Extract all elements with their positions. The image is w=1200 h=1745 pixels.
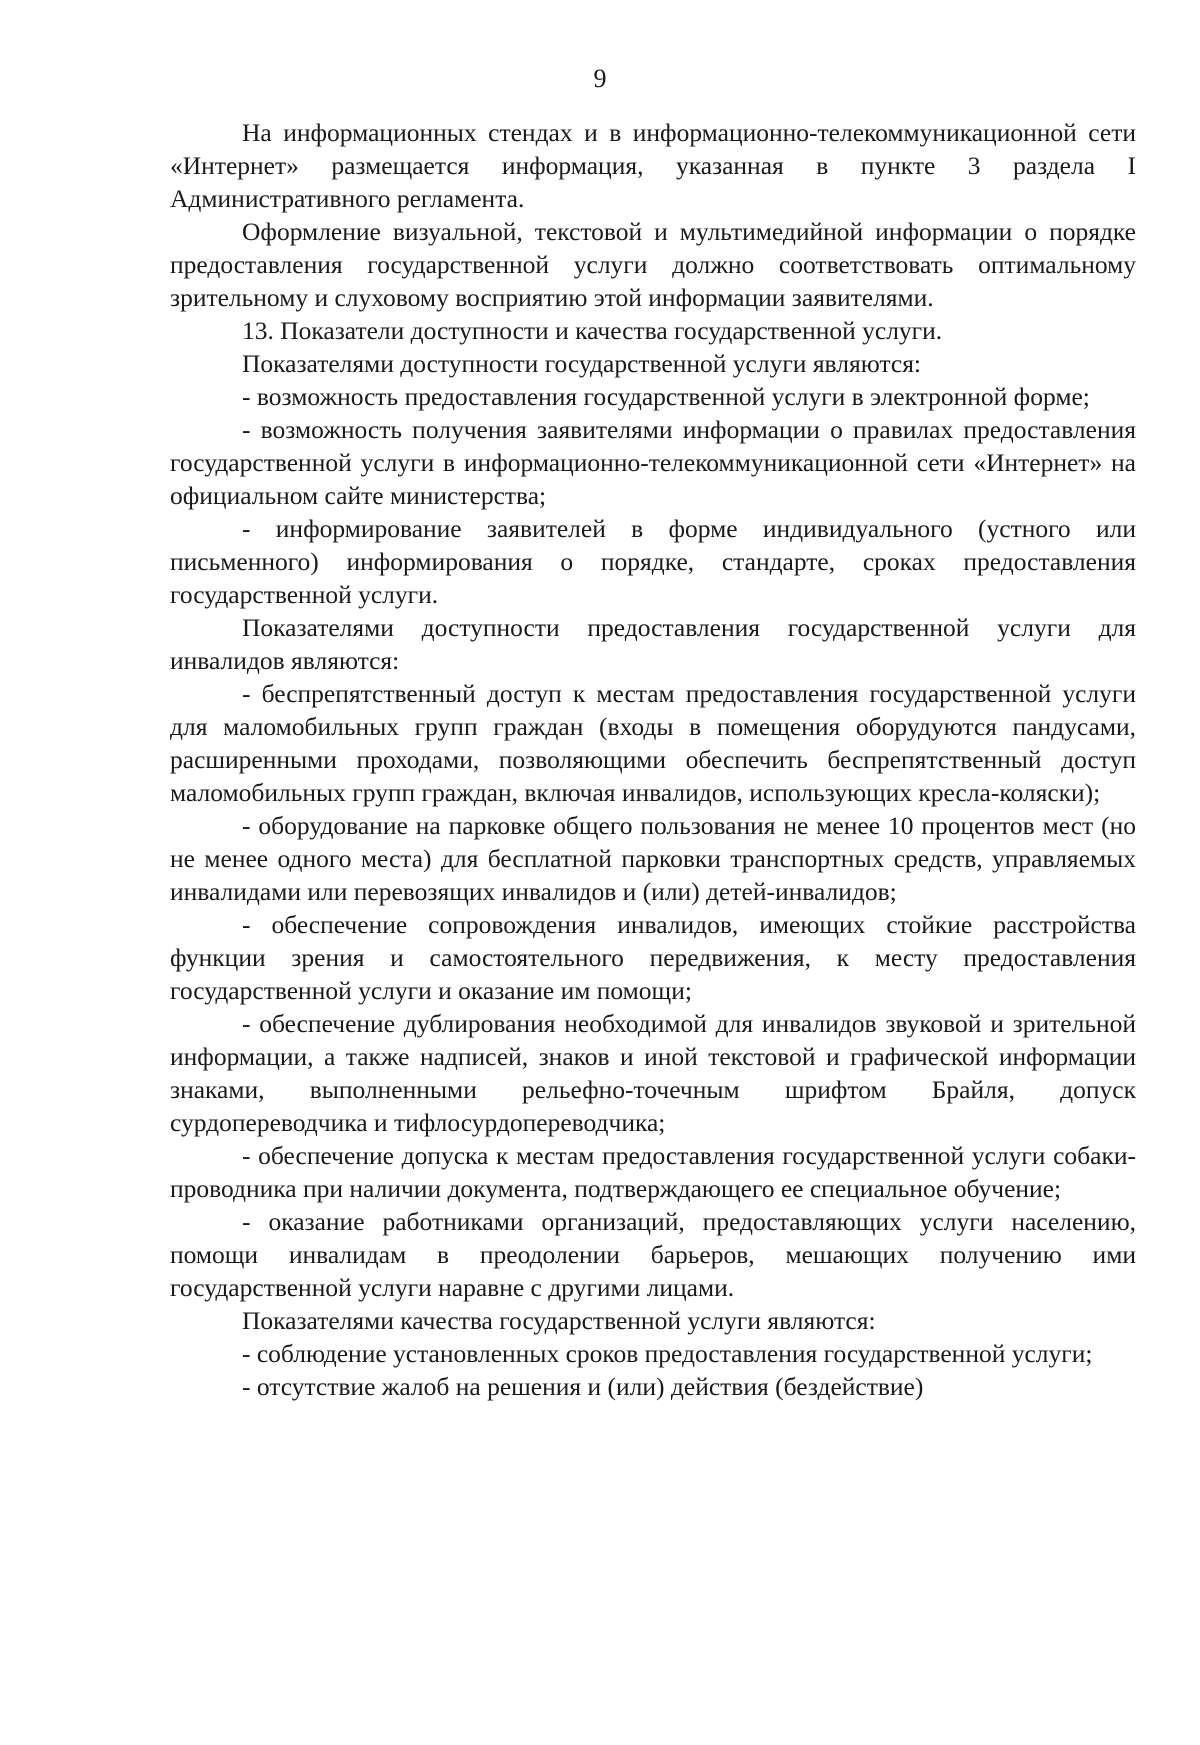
list-item-parking: - оборудование на парковке общего пользования не менее 10 процентов мест (но не менее одного места) для бесплатной парковки транспортных средств, управляемых инвалидами или перевозящих инвалидов и (или) детей-инвалидов; <box>170 811 1136 906</box>
document-body <box>170 116 1136 1403</box>
list-item-deadlines: - соблюдение установленных сроков предоставления государственной услуги; <box>242 1339 1093 1368</box>
list-item-individual-informing: - информирование заявителей в форме индивидуального (устного или письменного) информирования о порядке, стандарте, сроках предоставления государственной услуги. <box>170 514 1136 609</box>
paragraph-info-stands: На информационных стендах и в информационно-телекоммуникационной сети «Интернет» размещается информация, указанная в пункте 3 раздела I Административного регламента. <box>170 118 1136 213</box>
page-number: 9 <box>593 64 607 93</box>
paragraph-quality-intro: Показателями качества государственной услуги являются: <box>242 1306 876 1335</box>
section-heading-13: 13. Показатели доступности и качества государственной услуги. <box>242 316 943 345</box>
paragraph-accessibility-intro: Показателями доступности государственной услуги являются: <box>242 349 922 378</box>
list-item-electronic-form: - возможность предоставления государственной услуги в электронной форме; <box>242 382 1090 411</box>
list-item-staff-assistance: - оказание работниками организаций, предоставляющих услуги населению, помощи инвалидам в преодолении барьеров, мешающих получению ими государственной услуги наравне с другими лицами. <box>170 1207 1136 1302</box>
list-item-duplication: - обеспечение дублирования необходимой для инвалидов звуковой и зрительной информации, а также надписей, знаков и иной текстовой и графической информации знаками, выполненными рельефно-точечным шрифтом Брайля, допуск сурдопереводчика и тифлосурдопереводчика; <box>170 1009 1136 1137</box>
paragraph-disabled-accessibility-intro: Показателями доступности предоставления государственной услуги для инвалидов являются: <box>170 613 1136 675</box>
list-item-internet-info: - возможность получения заявителями информации о правилах предоставления государственной услуги в информационно-телекоммуникационной сети «Интернет» на официальном сайте министерства; <box>170 415 1136 510</box>
list-item-barrier-free-access: - беспрепятственный доступ к местам предоставления государственной услуги для маломобильных групп граждан (входы в помещения оборудуются пандусами, расширенными проходами, позволяющими обеспечить беспрепятственный доступ маломобильных групп граждан, включая инвалидов, использующих кресла-коляски); <box>170 679 1136 807</box>
list-item-guide-dog: - обеспечение допуска к местам предоставления государственной услуги собаки-проводника при наличии документа, подтверждающего ее специальное обучение; <box>170 1141 1136 1203</box>
list-item-escort: - обеспечение сопровождения инвалидов, имеющих стойкие расстройства функции зрения и самостоятельного передвижения, к месту предоставления государственной услуги и оказание им помощи; <box>170 910 1136 1005</box>
list-item-no-complaints: - отсутствие жалоб на решения и (или) действия (бездействие) <box>242 1372 924 1401</box>
paragraph-info-design: Оформление визуальной, текстовой и мультимедийной информации о порядке предоставления государственной услуги должно соответствовать оптимальному зрительному и слуховому восприятию этой информации заявителями. <box>170 217 1136 312</box>
